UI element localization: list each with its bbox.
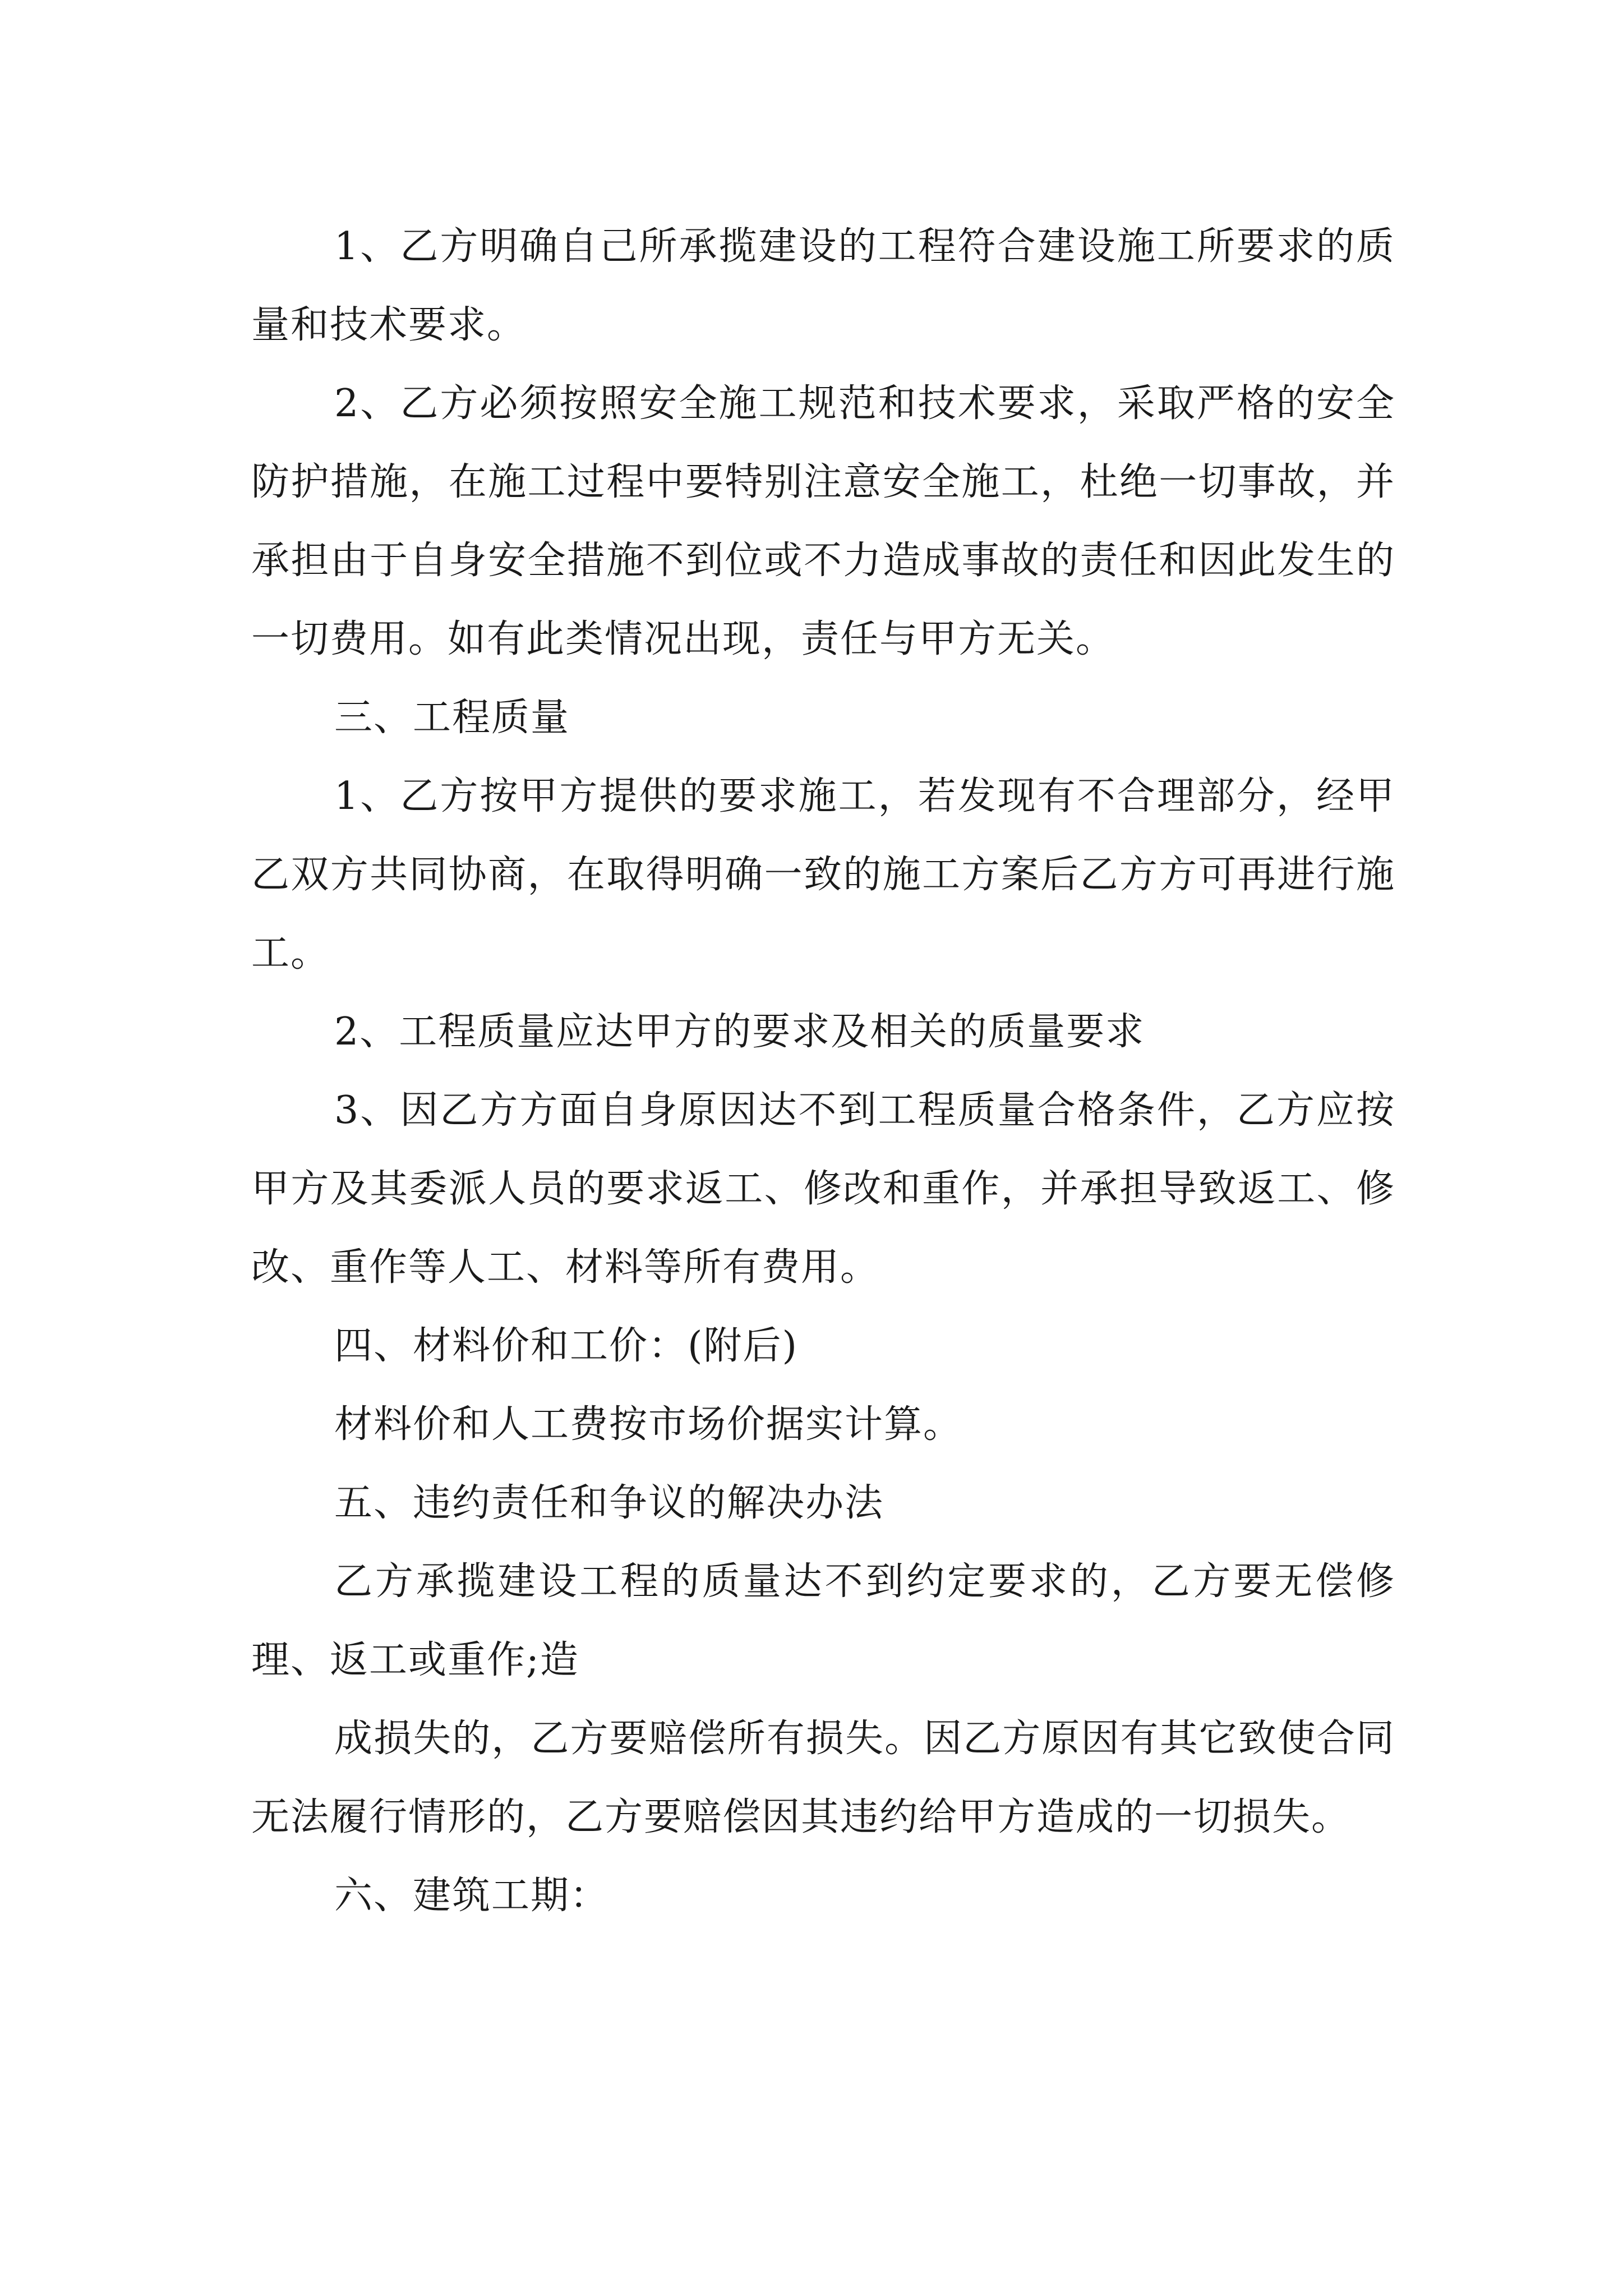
document-body (251, 208, 1395, 1935)
paragraph-safety-requirements: 2、乙方必须按照安全施工规范和技术要求，采取严格的安全防护措施，在施工过程中要特别注意安全施工，杜绝一切事故，并承担由于自身安全措施不到位或不力造成事故的责任和因此发生的一切费用。如有此类情况出现，责任与甲方无关。 (251, 381, 1395, 661)
paragraph-quality-commitment: 1、乙方明确自己所承揽建设的工程符合建设施工所要求的质量和技术要求。 (251, 224, 1395, 347)
section-heading-pricing: 四、材料价和工价：(附后) (334, 1324, 799, 1368)
paragraph-construction-plan: 1、乙方按甲方提供的要求施工，若发现有不合理部分，经甲乙双方共同协商，在取得明确一致的施工方案后乙方方可再进行施工。 (251, 774, 1395, 976)
paragraph-quality-standard: 2、工程质量应达甲方的要求及相关的质量要求 (334, 1010, 1145, 1054)
paragraph-compensation: 成损失的，乙方要赔偿所有损失。因乙方原因有其它致使合同无法履行情形的，乙方要赔偿因其违约给甲方造成的一切损失。 (251, 1717, 1395, 1839)
section-heading-schedule: 六、建筑工期： (334, 1874, 610, 1918)
paragraph-repair-obligation: 乙方承揽建设工程的质量达不到约定要求的，乙方要无偿修理、返工或重作;造 (251, 1559, 1395, 1682)
paragraph-pricing-basis: 材料价和人工费按市场价据实计算。 (334, 1402, 963, 1447)
section-heading-quality: 三、工程质量 (334, 696, 570, 740)
section-heading-liability: 五、违约责任和争议的解决办法 (334, 1481, 884, 1525)
paragraph-rework-costs: 3、因乙方方面自身原因达不到工程质量合格条件，乙方应按甲方及其委派人员的要求返工、修改和重作，并承担导致返工、修改、重作等人工、材料等所有费用。 (251, 1088, 1395, 1290)
